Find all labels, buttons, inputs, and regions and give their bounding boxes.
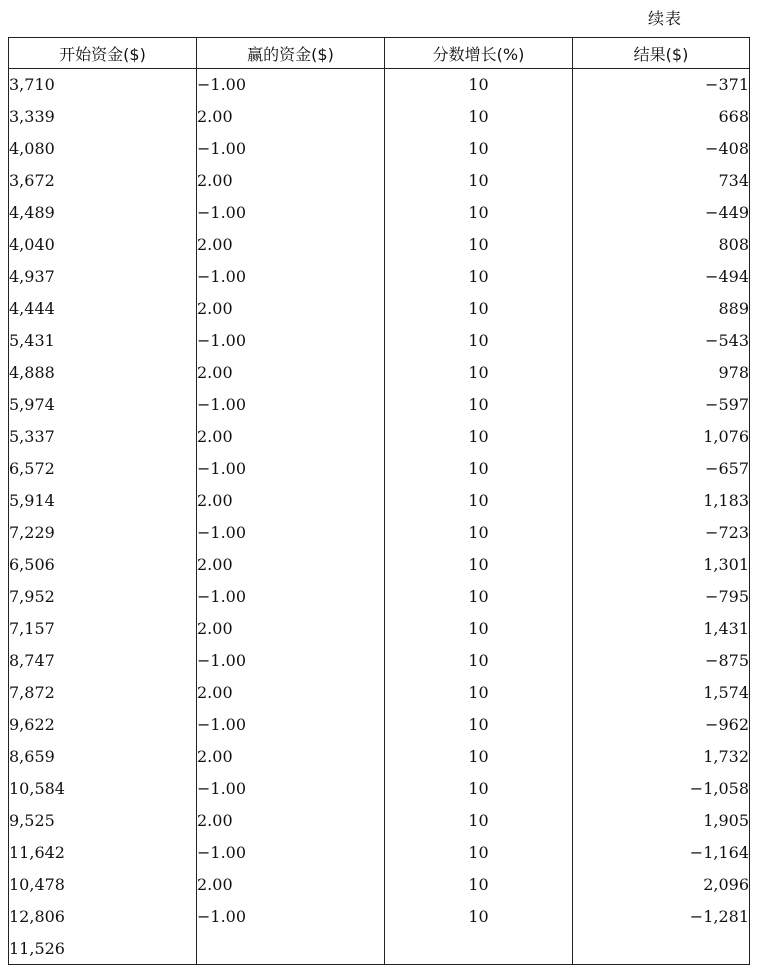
winnings-cell: −1.00 (197, 133, 385, 165)
winnings-cell: −1.00 (197, 453, 385, 485)
fraction-growth-cell: 10 (385, 645, 573, 677)
fraction-growth-cell: 10 (385, 837, 573, 869)
winnings-cell: 2.00 (197, 421, 385, 453)
result-cell: −1,281 (573, 901, 750, 933)
fraction-growth-cell: 10 (385, 741, 573, 773)
fraction-growth-cell: 10 (385, 69, 573, 101)
result-cell: 734 (573, 165, 750, 197)
starting-capital-cell: 5,914 (9, 485, 197, 517)
table-row (9, 709, 750, 741)
starting-capital-cell: 8,747 (9, 645, 197, 677)
fraction-growth-cell: 10 (385, 197, 573, 229)
winnings-cell: 2.00 (197, 869, 385, 901)
winnings-cell: −1.00 (197, 69, 385, 101)
table-continued-caption: 续表 (648, 9, 683, 28)
table-row (9, 453, 750, 485)
winnings-cell: −1.00 (197, 197, 385, 229)
table-row (9, 421, 750, 453)
fraction-growth-cell: 10 (385, 229, 573, 261)
starting-capital-cell: 4,444 (9, 293, 197, 325)
result-cell: 978 (573, 357, 750, 389)
result-cell: −543 (573, 325, 750, 357)
fraction-growth-cell: 10 (385, 261, 573, 293)
result-cell: −494 (573, 261, 750, 293)
table-row (9, 581, 750, 613)
starting-capital-cell: 6,572 (9, 453, 197, 485)
winnings-cell: −1.00 (197, 581, 385, 613)
header-starting-capital: 开始资金($) (9, 38, 197, 69)
fraction-growth-cell: 10 (385, 389, 573, 421)
starting-capital-cell: 3,672 (9, 165, 197, 197)
winnings-cell: −1.00 (197, 517, 385, 549)
result-cell: 1,076 (573, 421, 750, 453)
results-table (8, 37, 750, 965)
fraction-growth-cell: 10 (385, 165, 573, 197)
winnings-cell: 2.00 (197, 165, 385, 197)
starting-capital-cell: 5,974 (9, 389, 197, 421)
table-row (9, 869, 750, 901)
table-row (9, 69, 750, 101)
fraction-growth-cell: 10 (385, 517, 573, 549)
starting-capital-cell: 10,478 (9, 869, 197, 901)
table-row (9, 229, 750, 261)
table-row (9, 165, 750, 197)
table-row (9, 325, 750, 357)
table-row (9, 517, 750, 549)
result-cell: −597 (573, 389, 750, 421)
starting-capital-cell: 4,937 (9, 261, 197, 293)
table-row (9, 677, 750, 709)
table-row (9, 645, 750, 677)
winnings-cell: 2.00 (197, 229, 385, 261)
fraction-growth-cell: 10 (385, 101, 573, 133)
result-cell: −449 (573, 197, 750, 229)
table-row (9, 613, 750, 645)
starting-capital-cell: 4,489 (9, 197, 197, 229)
table-row (9, 389, 750, 421)
table-row (9, 773, 750, 805)
starting-capital-cell: 7,157 (9, 613, 197, 645)
result-cell: 1,431 (573, 613, 750, 645)
winnings-cell: −1.00 (197, 325, 385, 357)
table-row (9, 261, 750, 293)
starting-capital-cell: 10,584 (9, 773, 197, 805)
winnings-cell: −1.00 (197, 901, 385, 933)
starting-capital-cell: 3,710 (9, 69, 197, 101)
fraction-growth-cell: 10 (385, 581, 573, 613)
fraction-growth-cell: 10 (385, 133, 573, 165)
winnings-cell: −1.00 (197, 773, 385, 805)
table-row (9, 805, 750, 837)
fraction-growth-cell (385, 933, 573, 965)
result-cell: 808 (573, 229, 750, 261)
fraction-growth-cell: 10 (385, 901, 573, 933)
winnings-cell: 2.00 (197, 677, 385, 709)
starting-capital-cell: 8,659 (9, 741, 197, 773)
result-cell: 668 (573, 101, 750, 133)
result-cell: 1,732 (573, 741, 750, 773)
starting-capital-cell: 7,952 (9, 581, 197, 613)
result-cell: −875 (573, 645, 750, 677)
starting-capital-cell: 4,888 (9, 357, 197, 389)
starting-capital-cell: 5,431 (9, 325, 197, 357)
table-row (9, 549, 750, 581)
winnings-cell: −1.00 (197, 389, 385, 421)
fraction-growth-cell: 10 (385, 357, 573, 389)
table-row (9, 901, 750, 933)
starting-capital-cell: 3,339 (9, 101, 197, 133)
starting-capital-cell: 4,040 (9, 229, 197, 261)
result-cell: 1,905 (573, 805, 750, 837)
fraction-growth-cell: 10 (385, 453, 573, 485)
winnings-cell: −1.00 (197, 837, 385, 869)
fraction-growth-cell: 10 (385, 869, 573, 901)
fraction-growth-cell: 10 (385, 549, 573, 581)
winnings-cell: 2.00 (197, 357, 385, 389)
starting-capital-cell: 4,080 (9, 133, 197, 165)
winnings-cell: −1.00 (197, 709, 385, 741)
winnings-cell: 2.00 (197, 741, 385, 773)
table-row (9, 133, 750, 165)
result-cell: −371 (573, 69, 750, 101)
table-row (9, 933, 750, 965)
starting-capital-cell: 12,806 (9, 901, 197, 933)
header-row (9, 38, 750, 69)
fraction-growth-cell: 10 (385, 293, 573, 325)
winnings-cell (197, 933, 385, 965)
table-row (9, 293, 750, 325)
starting-capital-cell: 11,642 (9, 837, 197, 869)
starting-capital-cell: 11,526 (9, 933, 197, 965)
starting-capital-cell: 9,525 (9, 805, 197, 837)
winnings-cell: −1.00 (197, 261, 385, 293)
winnings-cell: −1.00 (197, 645, 385, 677)
result-cell: −1,164 (573, 837, 750, 869)
result-cell: −408 (573, 133, 750, 165)
fraction-growth-cell: 10 (385, 805, 573, 837)
starting-capital-cell: 7,229 (9, 517, 197, 549)
winnings-cell: 2.00 (197, 549, 385, 581)
header-result: 结果($) (573, 38, 750, 69)
result-cell: 1,301 (573, 549, 750, 581)
result-cell: 889 (573, 293, 750, 325)
fraction-growth-cell: 10 (385, 709, 573, 741)
winnings-cell: 2.00 (197, 485, 385, 517)
result-cell: 1,574 (573, 677, 750, 709)
header-winnings: 赢的资金($) (197, 38, 385, 69)
winnings-cell: 2.00 (197, 613, 385, 645)
starting-capital-cell: 9,622 (9, 709, 197, 741)
result-cell: 2,096 (573, 869, 750, 901)
fraction-growth-cell: 10 (385, 613, 573, 645)
starting-capital-cell: 5,337 (9, 421, 197, 453)
fraction-growth-cell: 10 (385, 773, 573, 805)
table-row (9, 485, 750, 517)
winnings-cell: 2.00 (197, 101, 385, 133)
starting-capital-cell: 7,872 (9, 677, 197, 709)
result-cell: −795 (573, 581, 750, 613)
table-row (9, 741, 750, 773)
winnings-cell: 2.00 (197, 293, 385, 325)
result-cell: −723 (573, 517, 750, 549)
table-row (9, 101, 750, 133)
table-body (9, 69, 750, 965)
table-row (9, 357, 750, 389)
result-cell: −1,058 (573, 773, 750, 805)
header-fraction-growth: 分数增长(%) (385, 38, 573, 69)
table-header (9, 38, 750, 69)
fraction-growth-cell: 10 (385, 677, 573, 709)
fraction-growth-cell: 10 (385, 325, 573, 357)
fraction-growth-cell: 10 (385, 485, 573, 517)
table-row (9, 837, 750, 869)
fraction-growth-cell: 10 (385, 421, 573, 453)
result-cell: 1,183 (573, 485, 750, 517)
winnings-cell: 2.00 (197, 805, 385, 837)
result-cell (573, 933, 750, 965)
table-row (9, 197, 750, 229)
result-cell: −657 (573, 453, 750, 485)
result-cell: −962 (573, 709, 750, 741)
starting-capital-cell: 6,506 (9, 549, 197, 581)
